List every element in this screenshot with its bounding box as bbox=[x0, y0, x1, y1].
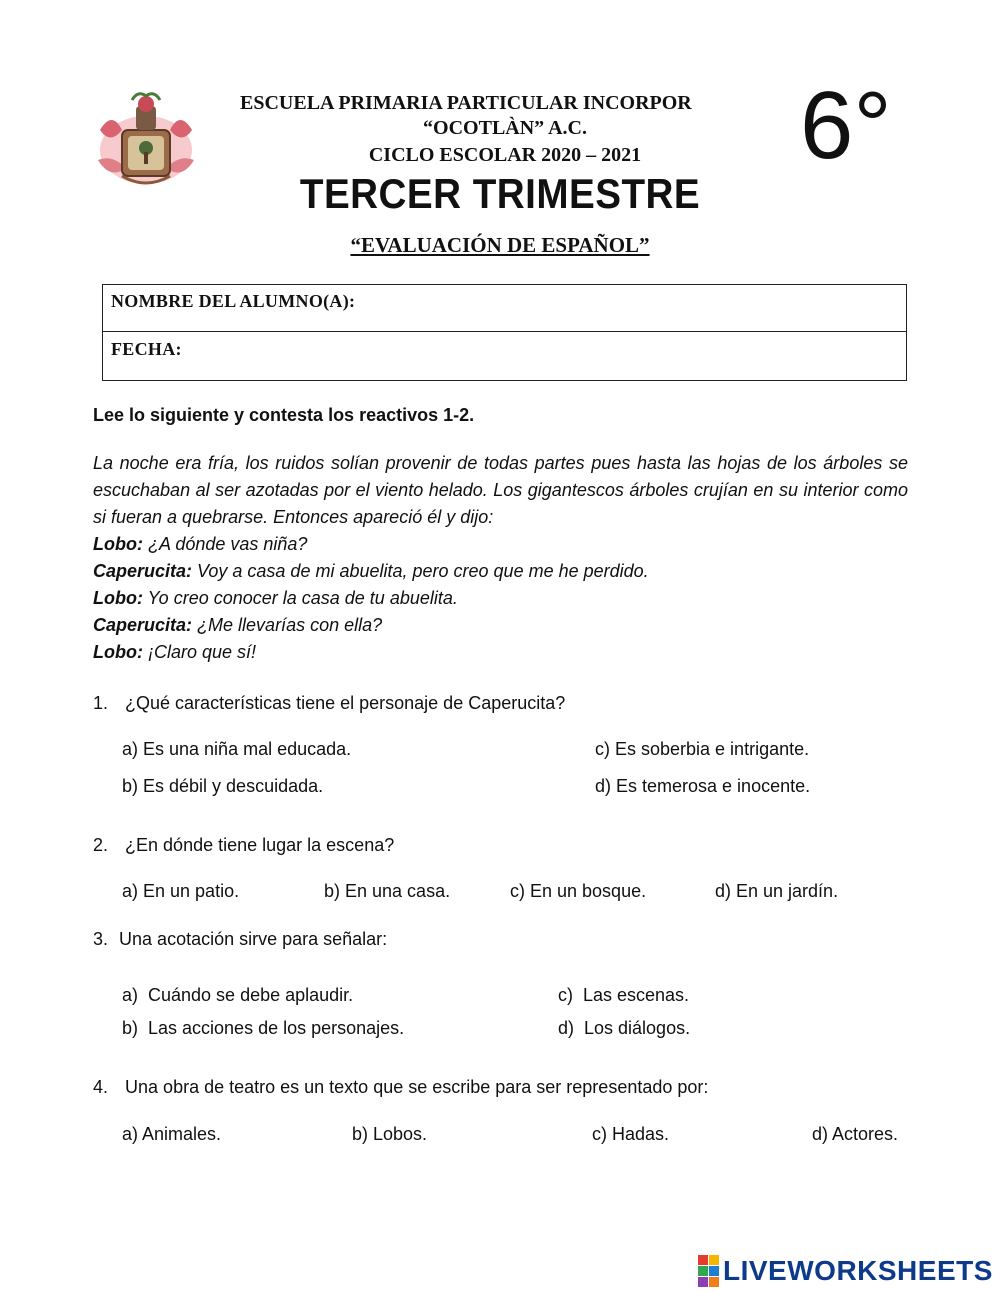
student-name-field[interactable] bbox=[103, 285, 906, 332]
question-2-option-c[interactable]: c) En un bosque. bbox=[510, 881, 647, 901]
date-label: FECHA: bbox=[111, 339, 182, 359]
evaluation-title bbox=[200, 233, 800, 258]
question-number: 2. bbox=[93, 835, 109, 855]
dialogue-text: Yo creo conocer la casa de tu abuelita. bbox=[147, 588, 458, 608]
question-1-option-a[interactable]: a) Es una niña mal educada. bbox=[122, 739, 352, 759]
question-4-option-a[interactable]: a) Animales. bbox=[122, 1124, 222, 1144]
dialogue-text: Voy a casa de mi abuelita, pero creo que me he perdido. bbox=[197, 561, 649, 581]
question-number: 3. bbox=[93, 929, 109, 949]
question-1-option-c[interactable]: c) Es soberbia e intrigante. bbox=[595, 739, 810, 759]
question-number: 1. bbox=[93, 693, 109, 713]
question-3-option-a[interactable]: a) Cuándo se debe aplaudir. bbox=[122, 985, 354, 1005]
logo-block bbox=[709, 1277, 719, 1287]
student-info-box bbox=[102, 284, 907, 381]
question-2-option-b[interactable]: b) En una casa. bbox=[324, 881, 451, 901]
question-text: Una acotación sirve para señalar: bbox=[119, 929, 388, 949]
story-narration: La noche era fría, los ruidos solían provenir de todas partes pues hasta las hojas de los árboles se escuchaban al ser azotadas por el viento helado. Los gigantescos árboles crujían en su interior como si fueran a quebrarse. Entonces apareció él y dijo: bbox=[93, 453, 908, 527]
school-name-line1: ESCUELA PRIMARIA PARTICULAR INCORPOR bbox=[240, 92, 692, 114]
question-text: Una obra de teatro es un texto que se escribe para ser representado por: bbox=[125, 1077, 709, 1097]
question-4-option-d[interactable]: d) Actores. bbox=[812, 1124, 899, 1144]
grade-label: 6° bbox=[800, 72, 892, 179]
logo-block bbox=[698, 1266, 708, 1276]
liveworksheets-logo-icon bbox=[698, 1255, 719, 1287]
question-3-option-c[interactable]: c) Las escenas. bbox=[558, 985, 690, 1005]
reading-instruction: Lee lo siguiente y contesta los reactivos 1-2. bbox=[93, 405, 475, 425]
question-2-option-d[interactable]: d) En un jardín. bbox=[715, 881, 839, 901]
dialogue-text: ¿A dónde vas niña? bbox=[148, 534, 308, 554]
question-text: ¿En dónde tiene lugar la escena? bbox=[125, 835, 395, 855]
student-name-label: NOMBRE DEL ALUMNO(A): bbox=[111, 291, 356, 311]
dialogue-text: ¿Me llevarías con ella? bbox=[197, 615, 383, 635]
question-1-option-d[interactable]: d) Es temerosa e inocente. bbox=[595, 776, 811, 796]
question-4-option-c[interactable]: c) Hadas. bbox=[592, 1124, 670, 1144]
logo-block bbox=[709, 1266, 719, 1276]
question-3-option-b[interactable]: b) Las acciones de los personajes. bbox=[122, 1018, 405, 1038]
dialogue-speaker: Lobo: bbox=[93, 534, 143, 554]
story-passage bbox=[93, 450, 908, 666]
question-number: 4. bbox=[93, 1077, 109, 1097]
question-2 bbox=[93, 835, 394, 856]
dialogue-speaker: Lobo: bbox=[93, 588, 143, 608]
school-crest-logo bbox=[92, 90, 200, 192]
dialogue-speaker: Caperucita: bbox=[93, 561, 193, 581]
school-name-line2: “OCOTLÀN” A.C. bbox=[423, 117, 587, 139]
dialogue-speaker: Lobo: bbox=[93, 642, 143, 662]
question-4 bbox=[93, 1077, 708, 1098]
dialogue-line bbox=[93, 531, 908, 558]
question-3 bbox=[93, 929, 387, 950]
date-field[interactable] bbox=[103, 333, 906, 380]
question-text: ¿Qué características tiene el personaje de Caperucita? bbox=[125, 693, 566, 713]
logo-block bbox=[698, 1255, 708, 1265]
dialogue-speaker: Caperucita: bbox=[93, 615, 193, 635]
question-1-option-b[interactable]: b) Es débil y descuidada. bbox=[122, 776, 324, 796]
dialogue-line bbox=[93, 612, 908, 639]
question-3-option-d[interactable]: d) Los diálogos. bbox=[558, 1018, 691, 1038]
dialogue-line bbox=[93, 558, 908, 585]
question-1 bbox=[93, 693, 565, 714]
term-title: TERCER TRIMESTRE bbox=[299, 170, 701, 217]
evaluation-title-text: “EVALUACIÓN DE ESPAÑOL” bbox=[350, 233, 650, 257]
dialogue-text: ¡Claro que sí! bbox=[148, 642, 257, 662]
dialogue-line bbox=[93, 585, 908, 612]
dialogue-line bbox=[93, 639, 908, 666]
question-2-option-a[interactable]: a) En un patio. bbox=[122, 881, 240, 901]
logo-block bbox=[709, 1255, 719, 1265]
liveworksheets-logo[interactable] bbox=[698, 1255, 993, 1287]
school-year: CICLO ESCOLAR 2020 – 2021 bbox=[368, 144, 642, 166]
logo-block bbox=[698, 1277, 708, 1287]
question-4-option-b[interactable]: b) Lobos. bbox=[352, 1124, 428, 1144]
liveworksheets-brand-text: LIVEWORKSHEETS bbox=[723, 1255, 993, 1286]
